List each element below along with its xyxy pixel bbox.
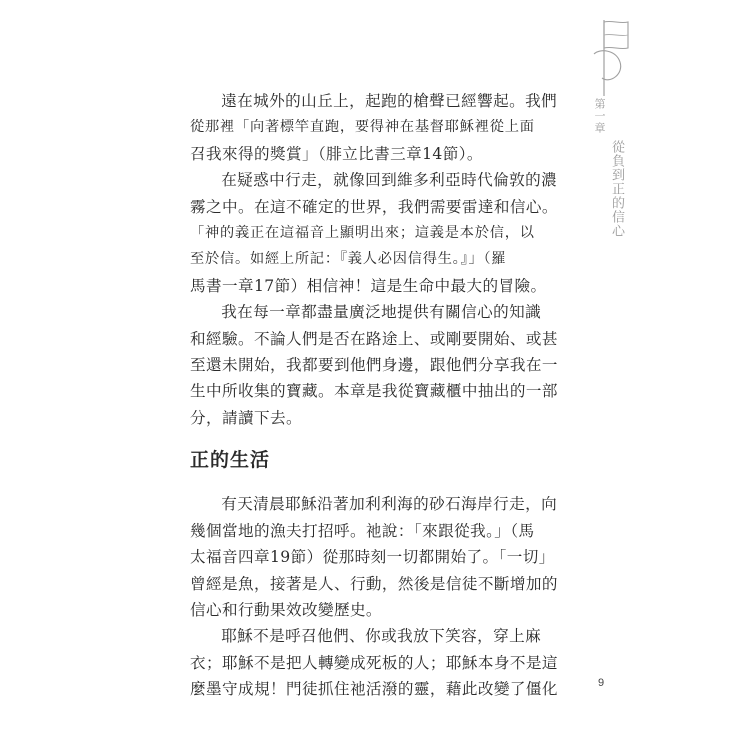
text-line: 耶穌不是呼召他們、你或我放下笑容，穿上麻 [221, 627, 542, 646]
text-line: 衣；耶穌不是把人轉變成死板的人；耶穌本身不是這 [190, 653, 558, 672]
text-line: 至於信。如經上所記：『義人必因信得生。』」（羅 [190, 251, 507, 268]
page-number: 9 [598, 677, 605, 689]
text-line: 生中所收集的寶藏。本章是我從寶藏櫃中抽出的一部 [190, 382, 558, 401]
body-text [190, 88, 558, 703]
paragraph [190, 299, 558, 431]
text-line: 我在每一章都盡量廣泛地提供有關信心的知識 [221, 303, 542, 322]
text-line: 幾個當地的漁夫打招呼。祂說：「來跟從我。」（馬 [190, 521, 535, 540]
chapter-label: 第一章 [593, 98, 606, 134]
chapter-title: 從負到正的信心 [609, 140, 624, 238]
paragraph [190, 623, 558, 702]
paragraph [190, 167, 558, 299]
text-line: 和經驗。不論人們是否在路途上、或剛要開始、或甚 [190, 329, 558, 348]
section-heading: 正的生活 [190, 449, 271, 472]
text-line: 至還未開始，我都要到他們身邊，跟他們分享我在一 [190, 356, 558, 375]
text-line: 馬書一章17節）相信神！這是生命中最大的冒險。 [190, 276, 547, 295]
text-line: 分，請讀下去。 [190, 408, 302, 427]
text-line: 「神的義正在這福音上顯明出來；這義是本於信，以 [190, 225, 535, 242]
text-line: 霧之中。在這不確定的世界，我們需要雷達和信心。 [190, 197, 558, 216]
paragraph [190, 88, 558, 167]
text-line: 召我來得的獎賞」（腓立比書三章14節）。 [190, 144, 483, 163]
text-line: 遠在城外的山丘上，起跑的槍聲已經響起。我們 [221, 92, 558, 110]
text-line: 信心和行動果效改變歷史。 [190, 600, 382, 619]
text-line: 在疑惑中行走，就像回到維多利亞時代倫敦的濃 [221, 171, 558, 190]
paragraph [190, 491, 558, 623]
text-line: 有天清晨耶穌沿著加利利海的砂石海岸行走，向 [221, 495, 558, 514]
text-line: 麼墨守成規！門徒抓住祂活潑的靈，藉此改變了僵化 [190, 680, 558, 699]
text-line: 從那裡「向著標竿直跑，要得神在基督耶穌裡從上面 [190, 119, 535, 136]
flag-emblem-icon [590, 18, 630, 98]
text-line: 太福音四章19節）從那時刻一切都開始了。「一切」 [190, 548, 555, 567]
text-line: 曾經是魚，接著是人、行動，然後是信徒不斷增加的 [190, 574, 558, 593]
